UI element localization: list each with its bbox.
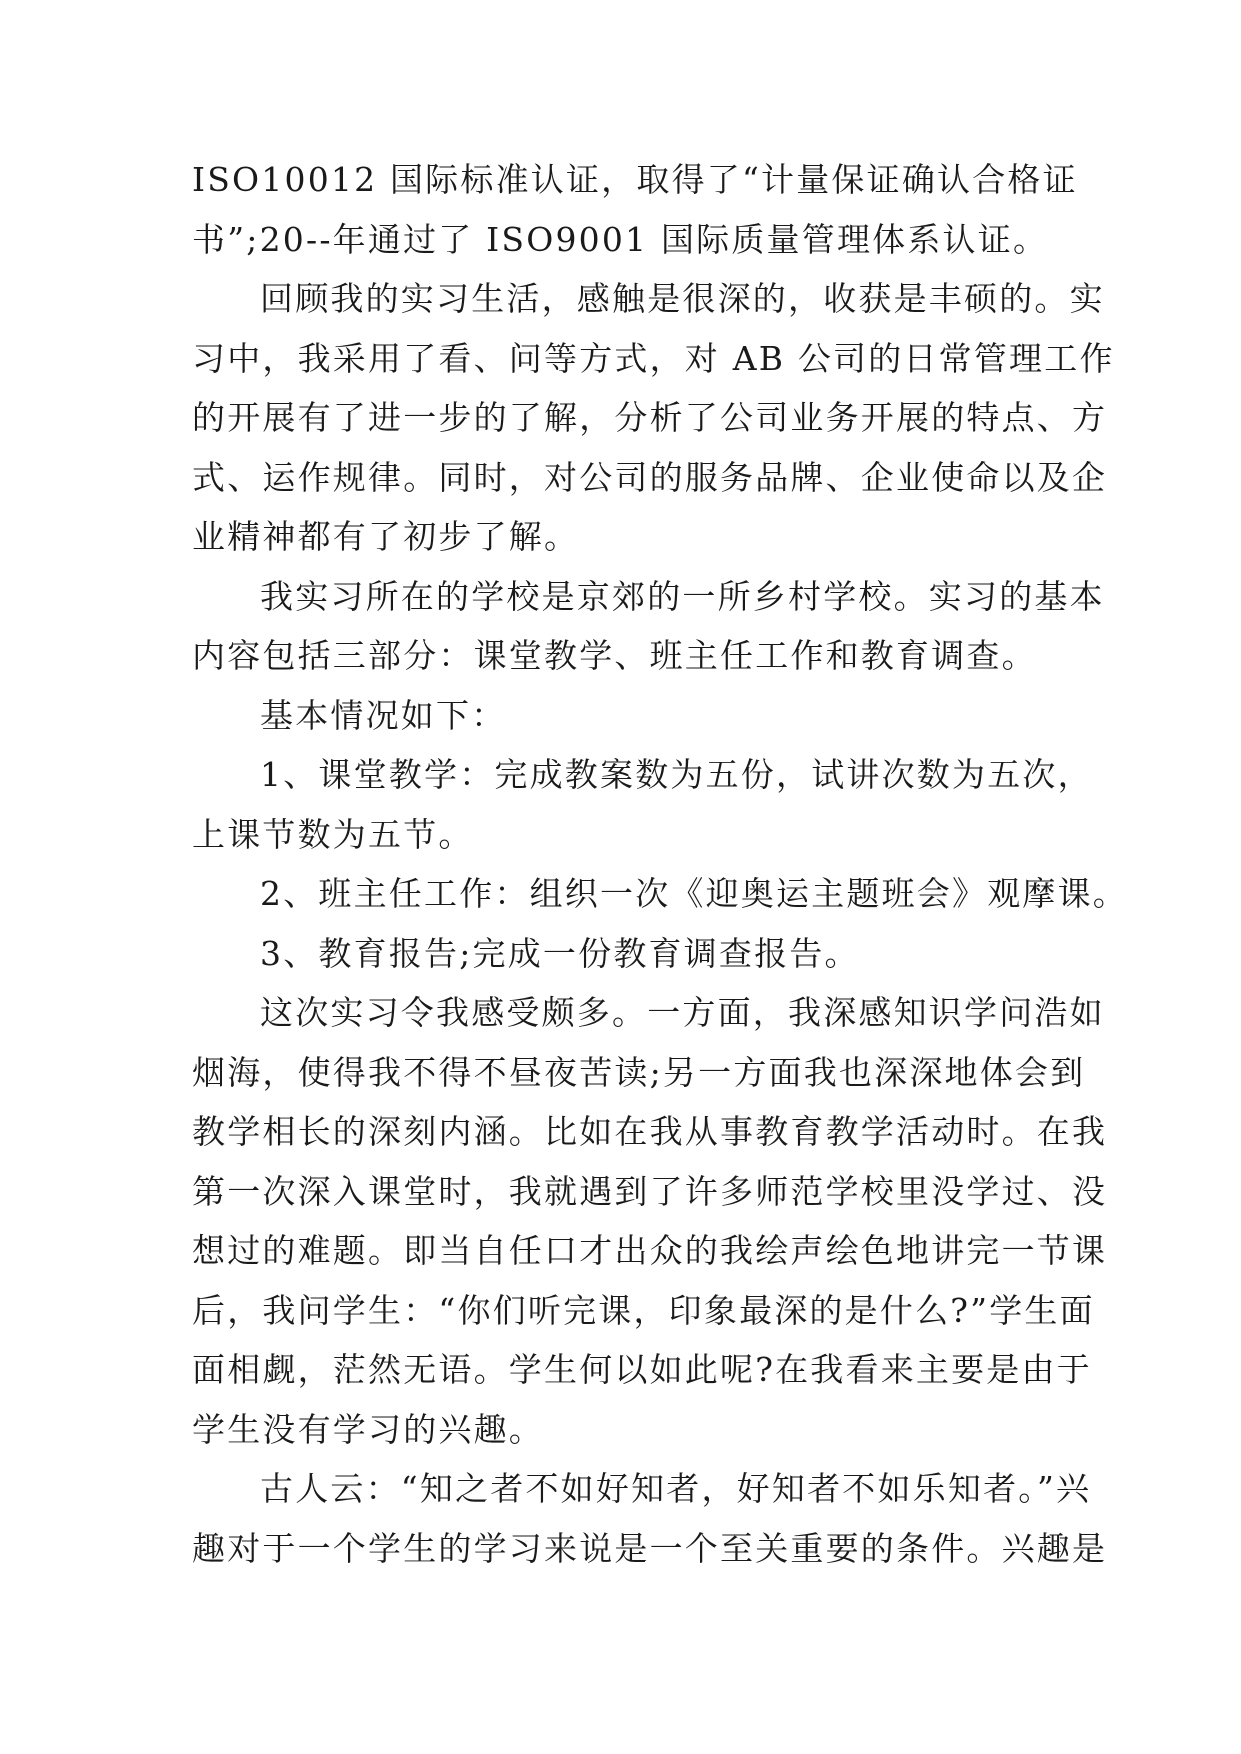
text-line: 第一次深入课堂时，我就遇到了许多师范学校里没学过、没 (192, 1171, 1108, 1211)
text-line: 回顾我的实习生活，感触是很深的，收获是丰硕的。实 (260, 279, 1105, 318)
text-line: 后，我问学生：“你们听完课，印象最深的是什么?”学生面 (192, 1290, 1095, 1330)
text-line: 的开展有了进一步的了解，分析了公司业务开展的特点、方 (192, 398, 1108, 437)
text-line: 2、班主任工作：组织一次《迎奥运主题班会》观摩课。 (260, 874, 1128, 913)
text-line: 面相觑，茫然无语。学生何以如此呢?在我看来主要是由于 (192, 1350, 1092, 1389)
text-line: 基本情况如下： (260, 695, 507, 735)
text-line: 烟海，使得我不得不昼夜苦读;另一方面我也深深地体会到 (192, 1052, 1086, 1092)
text-line: 古人云：“知之者不如好知者，好知者不如乐知者。”兴 (260, 1469, 1092, 1508)
text-line: 我实习所在的学校是京郊的一所乡村学校。实习的基本 (260, 576, 1105, 616)
text-line: 书”;20--年通过了 ISO9001 国际质量管理体系认证。 (192, 219, 1049, 259)
text-line: 内容包括三部分：课堂教学、班主任工作和教育调查。 (192, 636, 1037, 675)
text-line: 想过的难题。即当自任口才出众的我绘声绘色地讲完一节课 (192, 1231, 1108, 1270)
text-line: 3、教育报告;完成一份教育调查报告。 (260, 933, 860, 973)
text-line: 1、课堂教学：完成教案数为五份，试讲次数为五次， (260, 755, 1093, 794)
text-line: 习中，我采用了看、问等方式，对 AB 公司的日常管理工作 (192, 338, 1115, 378)
text-line: 教学相长的深刻内涵。比如在我从事教育教学活动时。在我 (192, 1112, 1108, 1151)
text-line: 学生没有学习的兴趣。 (192, 1409, 544, 1449)
document-body (192, 150, 1128, 1578)
text-line: 式、运作规律。同时，对公司的服务品牌、企业使命以及企 (192, 457, 1108, 497)
text-line: 上课节数为五节。 (192, 814, 474, 854)
text-line: 业精神都有了初步了解。 (192, 517, 580, 556)
text-line: 这次实习令我感受颇多。一方面，我深感知识学问浩如 (260, 993, 1105, 1032)
text-line: ISO10012 国际标准认证，取得了“计量保证确认合格证 (192, 160, 1078, 199)
text-line: 趣对于一个学生的学习来说是一个至关重要的条件。兴趣是 (192, 1528, 1108, 1568)
